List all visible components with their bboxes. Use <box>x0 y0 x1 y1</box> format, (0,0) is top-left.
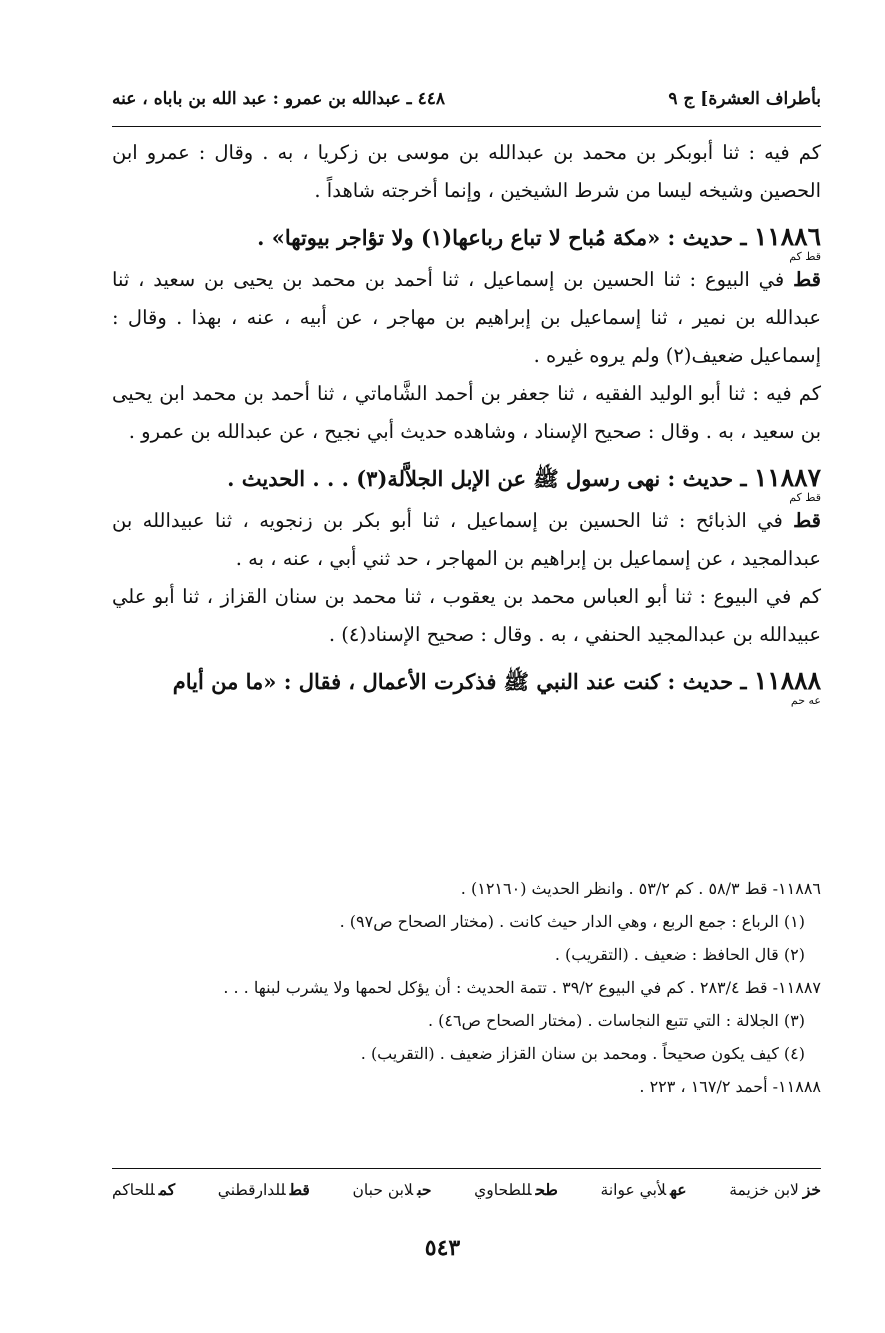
header-section: ٤٤٨ ـ عبدالله بن عمرو : عبد الله بن باباه ، عنه <box>112 89 445 109</box>
hadith-entry-11888 <box>112 662 821 707</box>
hadith-number: ١١٨٨٦ <box>753 222 821 251</box>
footnote: ١١٨٨٦- قط ٥٨/٣ . كم ٥٣/٢ . وانظر الحديث (١٢١٦٠) . <box>460 879 821 898</box>
hadith-entry-11887 <box>112 459 821 654</box>
header-volume: بأطراف العشرة] ج ٩ <box>668 89 821 109</box>
source-abbr: قط <box>793 509 821 532</box>
legend-item: قطللدارقطني <box>217 1180 310 1199</box>
page-number: ٥٤٣ <box>424 1235 461 1261</box>
footnote: (٢) قال الحافظ : ضعيف . (التقريب) . <box>554 945 805 964</box>
main-text <box>112 134 821 705</box>
legend-item: خزلابن خزيمة <box>729 1180 821 1199</box>
hadith-heading <box>112 459 821 504</box>
hadith-heading <box>112 218 821 263</box>
legend-item: حبلابن حبان <box>352 1180 432 1199</box>
source-abbr: قط <box>793 268 821 291</box>
paragraph-3: كم فيه : ثنا أبو الوليد الفقيه ، ثنا جعفر بن أحمد الشَّاماتي ، ثنا أحمد بن محمد ابن يحيى بن سعيد ، به . وقال : صحيح الإسناد ، وشاهده حديث أبي نجيح ، عن عبدالله بن عمرو . <box>112 382 821 443</box>
running-header <box>112 82 821 116</box>
abbreviation-legend <box>112 1180 821 1199</box>
legend-item: كمللحاكم <box>112 1180 176 1199</box>
hadith-heading <box>112 662 821 707</box>
paragraph-2 <box>112 261 821 375</box>
paragraph-4-text: في الذبائح : ثنا الحسين بن إسماعيل ، ثنا أبو بكر بن زنجويه ، ثنا عبيدالله بن عبدالمجيد ، عن إسماعيل بن إبراهيم بن المهاجر ، حد ثني أبي ، عنه ، به . <box>112 509 821 570</box>
paragraph-1: كم فيه : ثنا أبوبكر بن محمد بن عبدالله بن موسى بن زكريا ، به . وقال : عمرو ابن الحصين وشيخه ليسا من شرط الشيخين ، وإنما أخرجته شاهداً . <box>112 141 821 202</box>
hadith-title: ـ حديث : نهى رسول ﷺ عن الإبل الجلاَّلة(٣) . . . الحديث . <box>227 466 747 491</box>
footnotes <box>112 872 821 1103</box>
paragraph-2-text: في البيوع : ثنا الحسين بن إسماعيل ، ثنا أحمد بن محمد بن يحيى بن سعيد ، ثنا عبدالله بن نمير ، ثنا إسماعيل بن إبراهيم بن مهاجر ، عن أبيه ، عنه ، بهذا . وقال : إسماعيل ضعيف(٢) ولم يروه غيره . <box>112 268 821 367</box>
paragraph-4 <box>112 502 821 578</box>
paragraph-5: كم في البيوع : ثنا أبو العباس محمد بن يعقوب ، ثنا محمد بن سنان القزاز ، ثنا أبو علي عبيدالله بن عبدالمجيد الحنفي ، به . وقال : صحيح الإسناد(٤) . <box>112 585 821 646</box>
hadith-number: ١١٨٨٨ <box>753 666 821 695</box>
legend-item: عهلأبي عوانة <box>600 1180 687 1199</box>
legend-rule <box>112 1168 821 1169</box>
footnote: (٣) الجلالة : التي تتبع النجاسات . (مختار الصحاح ص٤٦) . <box>427 1011 805 1030</box>
footnote: ١١٨٨٧- قط ٢٨٣/٤ . كم في البيوع ٣٩/٢ . تتمة الحديث : أن يؤكل لحمها ولا يشرب لبنها . . . <box>223 978 821 997</box>
hadith-title: ـ حديث : «مكة مُباح لا تباع رباعها(١) ولا تؤاجر بيوتها» . <box>257 225 747 250</box>
footnote: (٤) كيف يكون صحيحاً . ومحمد بن سنان القزاز ضعيف . (التقريب) . <box>360 1044 805 1063</box>
hadith-sigla: عه حم <box>790 694 821 707</box>
hadith-sigla: قط كم <box>789 491 821 504</box>
hadith-sigla: قط كم <box>789 250 821 263</box>
footnote: (١) الرباع : جمع الربع ، وهي الدار حيث كانت . (مختار الصحاح ص٩٧) . <box>339 912 805 931</box>
footnote: ١١٨٨٨- أحمد ١٦٧/٢ ، ٢٢٣ . <box>639 1077 821 1096</box>
hadith-title: ـ حديث : كنت عند النبي ﷺ فذكرت الأعمال ، فقال : «ما من أيام <box>172 669 747 694</box>
hadith-number: ١١٨٨٧ <box>753 463 821 492</box>
hadith-entry-11886 <box>112 218 821 451</box>
header-rule <box>112 126 821 127</box>
legend-item: طحللطحاوي <box>474 1180 558 1199</box>
